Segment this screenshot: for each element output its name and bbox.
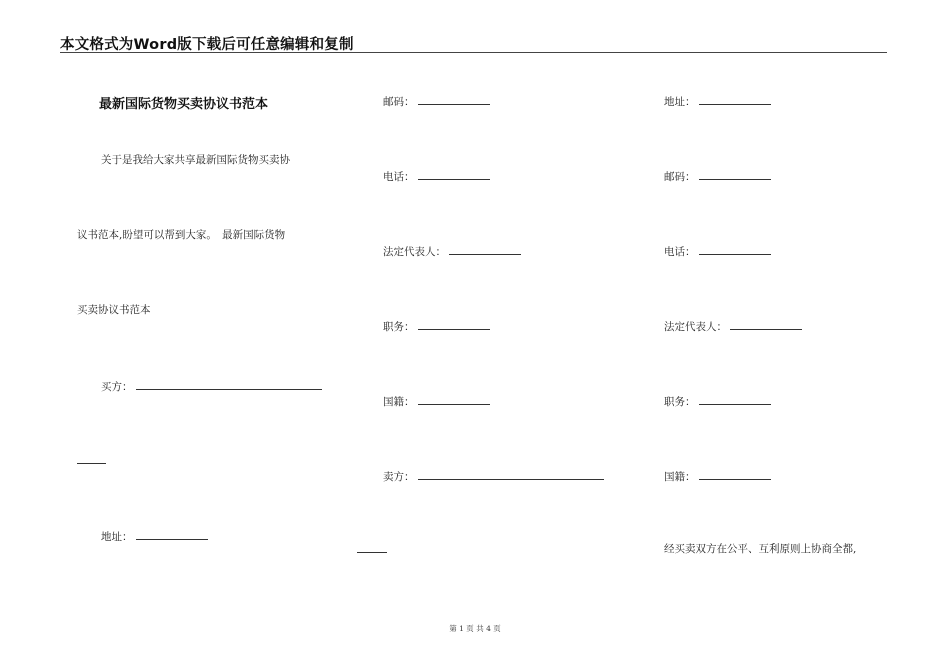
buyer-phone-label: 电话： bbox=[383, 171, 415, 183]
seller-postcode-blank bbox=[699, 168, 771, 180]
seller-legal-rep-blank bbox=[730, 318, 802, 330]
buyer-label: 买方： bbox=[101, 381, 133, 393]
seller-label: 卖方： bbox=[383, 471, 415, 483]
seller-phone-blank bbox=[699, 243, 771, 255]
buyer-position-label: 职务： bbox=[383, 321, 415, 333]
buyer-nationality-label: 国籍： bbox=[383, 396, 415, 408]
seller-nationality-field bbox=[664, 468, 771, 484]
buyer-postcode-blank bbox=[418, 93, 490, 105]
buyer-blank-continuation bbox=[77, 463, 106, 464]
seller-address-label: 地址： bbox=[664, 96, 696, 108]
seller-postcode-field bbox=[664, 168, 771, 184]
buyer-postcode-label: 邮码： bbox=[383, 96, 415, 108]
page-number: 第 1 页 共 4 页 bbox=[449, 624, 501, 633]
header-divider bbox=[60, 52, 887, 53]
buyer-nationality-field bbox=[383, 393, 490, 409]
intro-line-3: 买卖协议书范本 bbox=[77, 304, 151, 316]
seller-address-blank bbox=[699, 93, 771, 105]
buyer-postcode-field bbox=[383, 93, 490, 109]
buyer-blank-line bbox=[136, 378, 322, 390]
seller-field bbox=[383, 468, 604, 484]
buyer-legal-rep-blank bbox=[449, 243, 521, 255]
seller-position-blank bbox=[699, 393, 771, 405]
seller-blank-continuation bbox=[357, 552, 387, 553]
closing-text: 经买卖双方在公平、互利原则上协商全都, bbox=[664, 543, 857, 555]
buyer-position-blank bbox=[418, 318, 490, 330]
seller-position-field bbox=[664, 393, 771, 409]
buyer-legal-rep-label: 法定代表人： bbox=[383, 246, 446, 258]
buyer-address-blank bbox=[136, 528, 208, 540]
buyer-phone-blank bbox=[418, 168, 490, 180]
buyer-address-field bbox=[101, 528, 208, 544]
seller-legal-rep-field bbox=[664, 318, 802, 334]
seller-postcode-label: 邮码： bbox=[664, 171, 696, 183]
buyer-nationality-blank bbox=[418, 393, 490, 405]
seller-phone-label: 电话： bbox=[664, 246, 696, 258]
buyer-phone-field bbox=[383, 168, 490, 184]
page-header-title: 本文格式为Word版下载后可任意编辑和复制 bbox=[60, 37, 354, 53]
buyer-legal-rep-field bbox=[383, 243, 521, 259]
buyer-position-field bbox=[383, 318, 490, 334]
seller-nationality-label: 国籍： bbox=[664, 471, 696, 483]
document-title: 最新国际货物买卖协议书范本 bbox=[99, 97, 269, 112]
seller-blank-line bbox=[418, 468, 604, 480]
intro-line-1: 关于是我给大家共享最新国际货物买卖协 bbox=[101, 154, 290, 166]
buyer-field bbox=[101, 378, 322, 394]
seller-position-label: 职务： bbox=[664, 396, 696, 408]
seller-address-field bbox=[664, 93, 771, 109]
seller-phone-field bbox=[664, 243, 771, 259]
intro-line-2: 议书范本,盼望可以帮到大家。 最新国际货物 bbox=[77, 229, 286, 241]
seller-legal-rep-label: 法定代表人： bbox=[664, 321, 727, 333]
seller-nationality-blank bbox=[699, 468, 771, 480]
buyer-address-label: 地址： bbox=[101, 531, 133, 543]
